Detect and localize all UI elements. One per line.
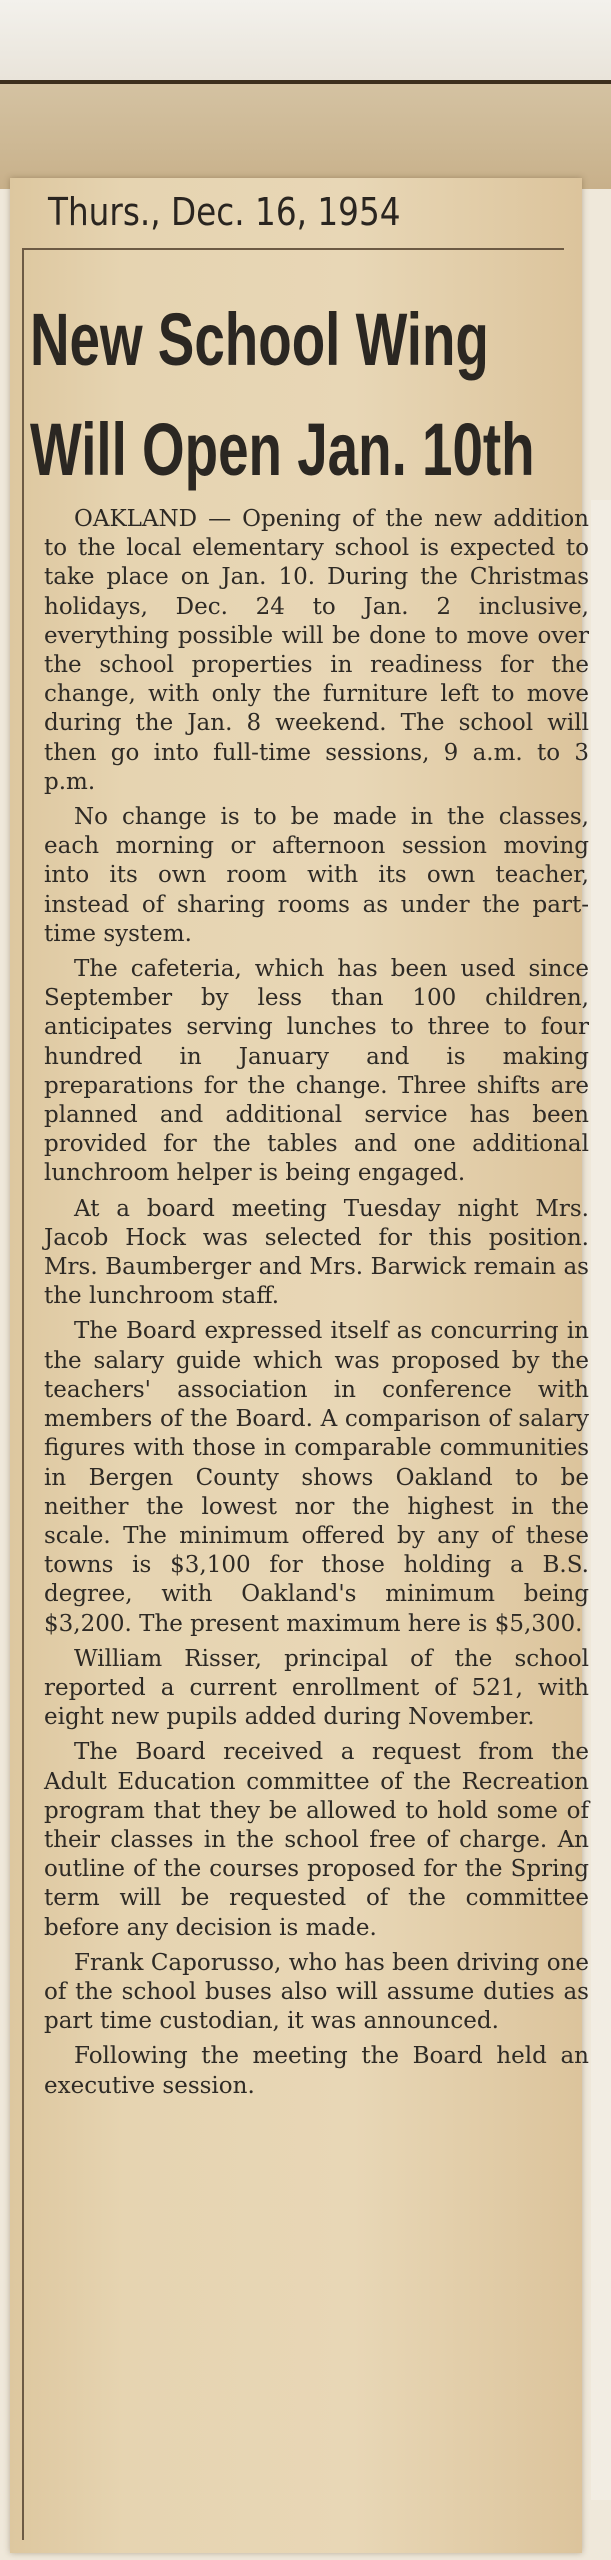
paragraph: The Board expressed itself as concurring in the salary guide which was proposed by the teachers' association in conference with members of the Board. A comparison of salary figures with those in comparable communities in Bergen County shows Oakland to be neither the lowest nor the highest in the scale. The minimum offered by any of these towns is $3,100 for those holding a B.S. degree, with Oakland's minimum being $3,200. The present maximum here is $5,300. [44, 1318, 589, 1637]
torn-paper-strip [0, 80, 611, 189]
paragraph: The Board received a request from the Adult Education committee of the Recreation program that they be allowed to hold some of their classes in the school free of charge. An outline of the courses proposed for the Spring term will be requested of the committee before any decision is made. [44, 1739, 589, 1941]
headline-line-2: Will Open Jan. 10th [30, 408, 535, 491]
paragraph: At a board meeting Tuesday night Mrs. Jacob Hock was selected for this position. Mrs. Baumberger and Mrs. Barwick remain as the lunchroom staff. [44, 1195, 589, 1310]
paragraph: The cafeteria, which has been used since September by less than 100 children, anticipates serving lunches to three to four hundred in January and is making preparations for the change. Three shifts are planned and additional service has been provided for the tables and one additional lunchroom helper is being engaged. [44, 956, 589, 1187]
article-body [44, 505, 589, 2107]
paragraph: William Risser, principal of the school reported a current enrollment of 521, with eight new pupils added during November. [44, 1645, 589, 1731]
paragraph: Frank Caporusso, who has been driving one of the school buses also will assume duties as part time custodian, it was announced. [44, 1949, 589, 2035]
headline-line-1: New School Wing [30, 298, 489, 381]
paragraph: No change is to be made in the classes, each morning or afternoon session moving into its own room with its own teacher, instead of sharing rooms as under the part-time system. [44, 804, 589, 947]
date-line: Thurs., Dec. 16, 1954 [48, 190, 401, 234]
headline [30, 285, 535, 505]
adjacent-column-edge [591, 500, 611, 2500]
paragraph: OAKLAND — Opening of the new addition to the local elementary school is expected to take place on Jan. 10. During the Christmas holidays, Dec. 24 to Jan. 2 inclusive, everything possible will be done to move over the school properties in readiness for the change, with only the furniture left to move during the Jan. 8 weekend. The school will then go into full-time sessions, 9 a.m. to 3 p.m. [44, 506, 589, 795]
paragraph: Following the meeting the Board held an executive session. [44, 2043, 589, 2099]
scan-background [0, 0, 611, 80]
